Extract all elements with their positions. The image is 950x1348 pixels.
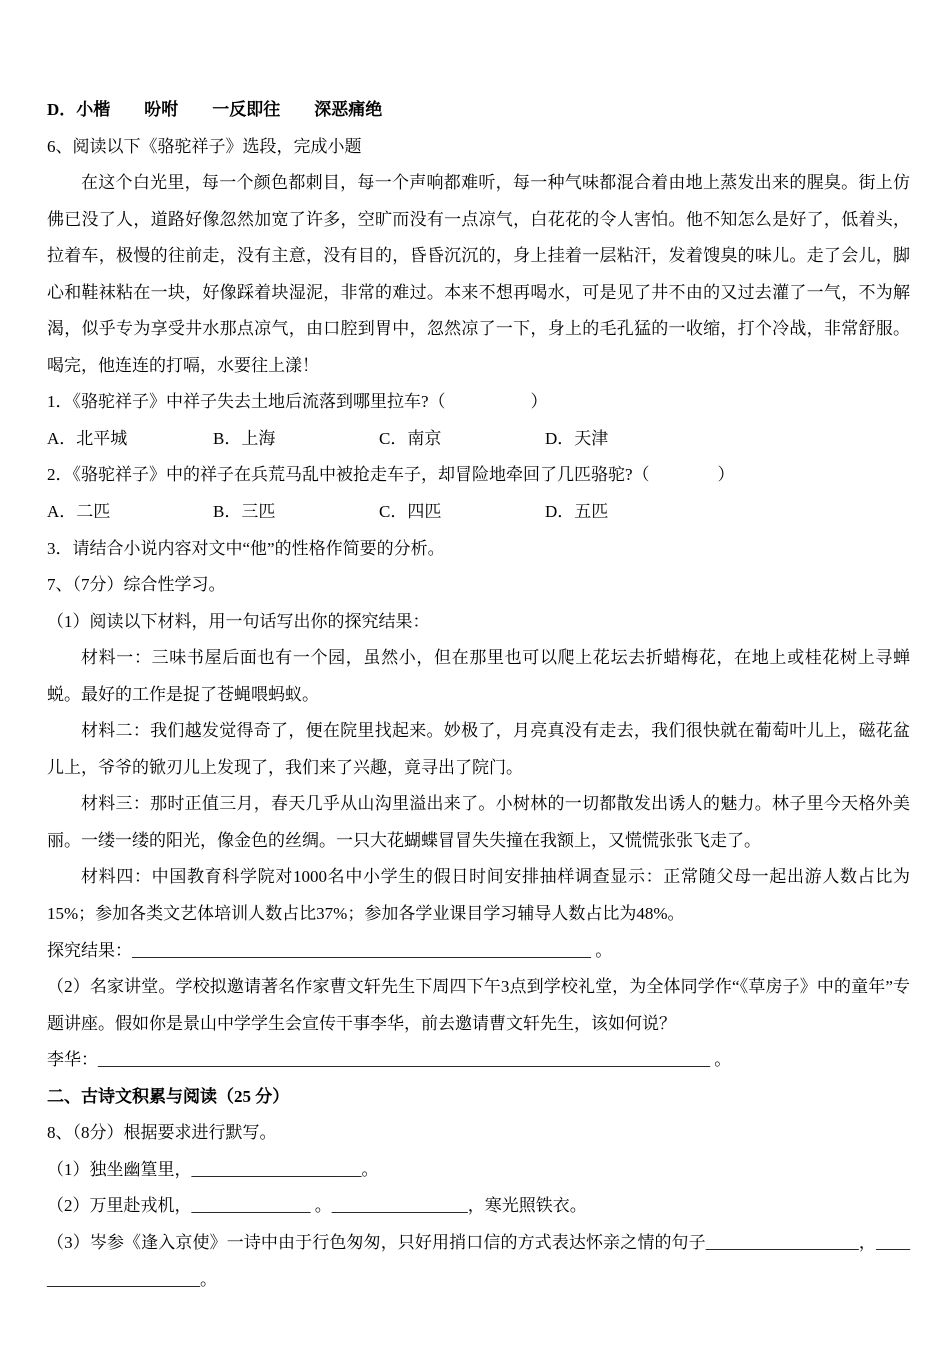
question-6-sub1-options: [47, 421, 910, 458]
material-1: 材料一：三味书屋后面也有一个园，虽然小，但在那里也可以爬上花坛去折蜡梅花，在地上或桂花树上寻蝉蜕。最好的工作是捉了苍蝇喂蚂蚁。: [47, 648, 910, 704]
dictation-item-3: （3）岑参《逢入京使》一诗中由于行色匆匆，只好用捎口信的方式表达怀亲之情的句子__________________，______________________。: [47, 1232, 910, 1289]
question-6-sub3: 3．请结合小说内容对文中“他”的性格作简要的分析。: [47, 538, 445, 558]
dictation-item-1: （1）独坐幽篁里，____________________。: [47, 1159, 379, 1179]
question-6-intro: 6、阅读以下《骆驼祥子》选段，完成小题: [47, 136, 362, 156]
dictation-item-2: （2）万里赴戎机，______________ 。________________，寒光照铁衣。: [47, 1196, 587, 1216]
material-4: 材料四：中国教育科学院对1000名中小学生的假日时间安排抽样调查显示：正常随父母一起出游人数占比为15%；参加各类文艺体培训人数占比37%；参加各学业课目学习辅导人数占比为48%。: [47, 867, 910, 924]
lihua-answer-blank-line: 李华：________________________________________________________________________ 。: [47, 1050, 732, 1070]
material-3: 材料三：那时正值三月，春天几乎从山沟里溢出来了。小树林的一切都散发出诱人的魅力。林子里今天格外美丽。一缕一缕的阳光，像金色的丝绸。一只大花蝴蝶冒冒失失撞在我额上，又慌慌张张飞走了。: [47, 794, 910, 850]
question-6-passage: 在这个白光里，每一个颜色都刺目，每一个声响都难听，每一种气味都混合着由地上蒸发出来的腥臭。街上仿佛已没了人，道路好像忽然加宽了许多，空旷而没有一点凉气，白花花的令人害怕。他不知怎么是好了，低着头，拉着车，极慢的往前走，没有主意，没有目的，昏昏沉沉的，身上挂着一层粘汗，发着馊臭的味儿。走了会儿，脚心和鞋袜粘在一块，好像踩着块湿泥，非常的难过。本来不想再喝水，可是见了井不由的又过去灌了一气，不为解渴，似乎专为享受井水那点凉气，由口腔到胃中，忽然凉了一下，身上的毛孔猛的一收缩，打个冷战，非常舒服。喝完，他连连的打嗝，水要往上漾！: [47, 173, 910, 375]
section-2-heading: 二、古诗文积累与阅读（25 分）: [47, 1086, 290, 1106]
option-a: A．二匹: [47, 502, 111, 522]
question-8-intro: 8、（8分）根据要求进行默写。: [47, 1123, 277, 1143]
option-b: B．三匹: [213, 502, 276, 522]
question-7-part2: （2）名家讲堂。学校拟邀请著名作家曹文轩先生下周四下午3点到学校礼堂，为全体同学作“《草房子》中的童年”专题讲座。假如你是景山中学学生会宣传干事李华，前去邀请曹文轩先生，该如何说？: [47, 977, 910, 1033]
option-c: C．四匹: [379, 502, 442, 522]
option-c: C．南京: [379, 428, 442, 448]
option-a: A．北平城: [47, 428, 128, 448]
question-6-sub2: 2．《骆驼祥子》中的祥子在兵荒马乱中被抢走车子，却冒险地牵回了几匹骆驼?（ ）: [47, 465, 735, 485]
question-6-sub2-options: [47, 494, 910, 531]
question-6-sub1: 1．《骆驼祥子》中祥子失去土地后流落到哪里拉车?（ ）: [47, 392, 548, 412]
option-d: D．五匹: [545, 502, 609, 522]
exploration-result-blank-line: 探究结果：______________________________________________________ 。: [47, 940, 613, 960]
option-d-line: D．小楷 吩咐 一反即往 深恶痛绝: [47, 100, 383, 119]
question-7-intro: 7、（7分）综合性学习。: [47, 575, 226, 595]
question-7-part1-prompt: （1）阅读以下材料，用一句话写出你的探究结果：: [47, 611, 430, 631]
option-d: D．天津: [545, 428, 609, 448]
option-b: B．上海: [213, 428, 276, 448]
material-2: 材料二：我们越发觉得奇了，便在院里找起来。妙极了，月亮真没有走去，我们很快就在葡萄叶儿上，磁花盆儿上，爷爷的锨刃儿上发现了，我们来了兴趣，竟寻出了院门。: [47, 721, 910, 777]
